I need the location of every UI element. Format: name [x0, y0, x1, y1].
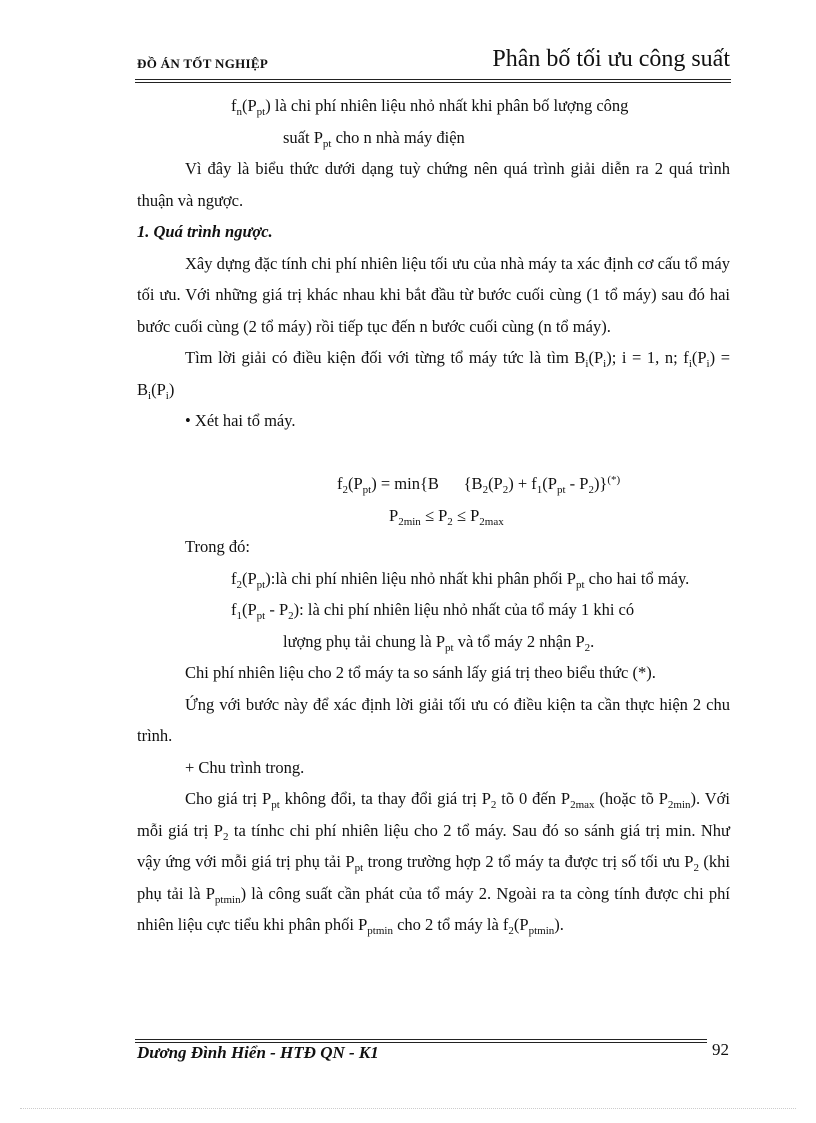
paragraph-4: Chi phí nhiên liệu cho 2 tổ máy ta so sánh lấy giá trị theo biểu thức (*).	[185, 663, 656, 682]
header-left-title: ĐỒ ÁN TỐT NGHIỆP	[137, 56, 269, 71]
page-content	[137, 90, 730, 941]
equation-1: $f_2(P_{pt}) = \min\{B$ $\{B_2(P_2) + f_1(P_{pt} - P_2)\}^{(*)}$	[337, 474, 621, 496]
footer-author: Dương Đình Hiển - HTĐ QN - K1	[137, 1043, 379, 1062]
paragraph-2: Xây dựng đặc tính chi phí nhiên liệu tối ưu của nhà máy ta xác định cơ cấu tổ máy tối ưu. Với những giá trị khác nhau khi bắt đầu từ bước cuối cùng (1 tổ máy) sau đó hai bước cuối cùng (2 tổ máy) rồi tiếp tục đến n bước cuối cùng (n tổ máy).	[137, 253, 730, 336]
definition-f2: $f_2(P_{pt})$: là chi phí nhiên liệu nhỏ nhất khi phân phối $P_{pt}$ cho hai tổ máy.	[231, 568, 690, 591]
header-right-title: Phân bố tối ưu công suất	[492, 46, 730, 72]
where-label: Trong đó:	[185, 537, 250, 556]
section-heading: 1. Quá trình ngược.	[137, 222, 273, 241]
definition-fn-cont: suất $P_{pt}$ cho n nhà máy điện	[283, 127, 465, 150]
inner-cycle-label: + Chu trình trong.	[185, 757, 305, 777]
paragraph-3: Tìm lời giải có điều kiện đối với từng tổ máy tức là tìm $B_i(P_i)$; i = 1, n; $f_i(P_i) = B_i(P_i)$	[137, 348, 730, 402]
page-number: 92	[712, 1040, 729, 1059]
header-rule-bottom	[135, 82, 731, 83]
definition-f1: $f_1(P_{pt} - P_2)$: là chi phí nhiên liệu nhỏ nhất của tổ máy 1 khi có	[231, 600, 635, 622]
paragraph-7: Cho giá trị $P_{pt}$ không đổi, ta thay đổi giá trị $P_2$ tõ 0 đến $P_{2max}$ (hoặc tõ $P_{2min}$). Với mỗi giá trị $P_2$ ta tínhc chi phí nhiên liệu cho 2 tổ máy. Sau đó so sánh giá trị min. Như vậy ứng với mỗi giá trị phụ tải $P_{pt}$ trong trường hợp 2 tổ máy ta được trị số tối ưu $P_2$ (khi phụ tải là $P_{ptmin}$) là công suất cần phát của tổ máy 2. Ngoài ra ta còng tính được chi phí nhiên liệu cực tiểu khi phân phối $P_{ptmin}$ cho 2 tổ máy là $f_2(P_{ptmin})$.	[137, 789, 730, 937]
paragraph-1: Vì đây là biểu thức dưới dạng tuỳ chứng nên quá trình giải diễn ra 2 quá trình thuận và ngược.	[137, 159, 730, 210]
page-edge-dotted-line	[20, 1108, 796, 1109]
equation-constraint: $P_{2min} \le P_2 \le P_{2max}$	[389, 505, 504, 528]
paragraph-5: Ứng với bước này để xác định lời giải tối ưu có điều kiện ta cần thực hiện 2 chu trình.	[137, 694, 730, 745]
bullet-two-units: • Xét hai tổ máy.	[185, 411, 296, 430]
definition-f1-cont: lượng phụ tải chung là $P_{pt}$ và tổ máy 2 nhận $P_2$.	[283, 631, 595, 654]
footer-rule-top	[135, 1039, 707, 1040]
header-rule-top	[135, 79, 731, 80]
definition-fn: $f_n(P_{pt})$ là chi phí nhiên liệu nhỏ nhất khi phân bố lượng công	[231, 96, 629, 118]
